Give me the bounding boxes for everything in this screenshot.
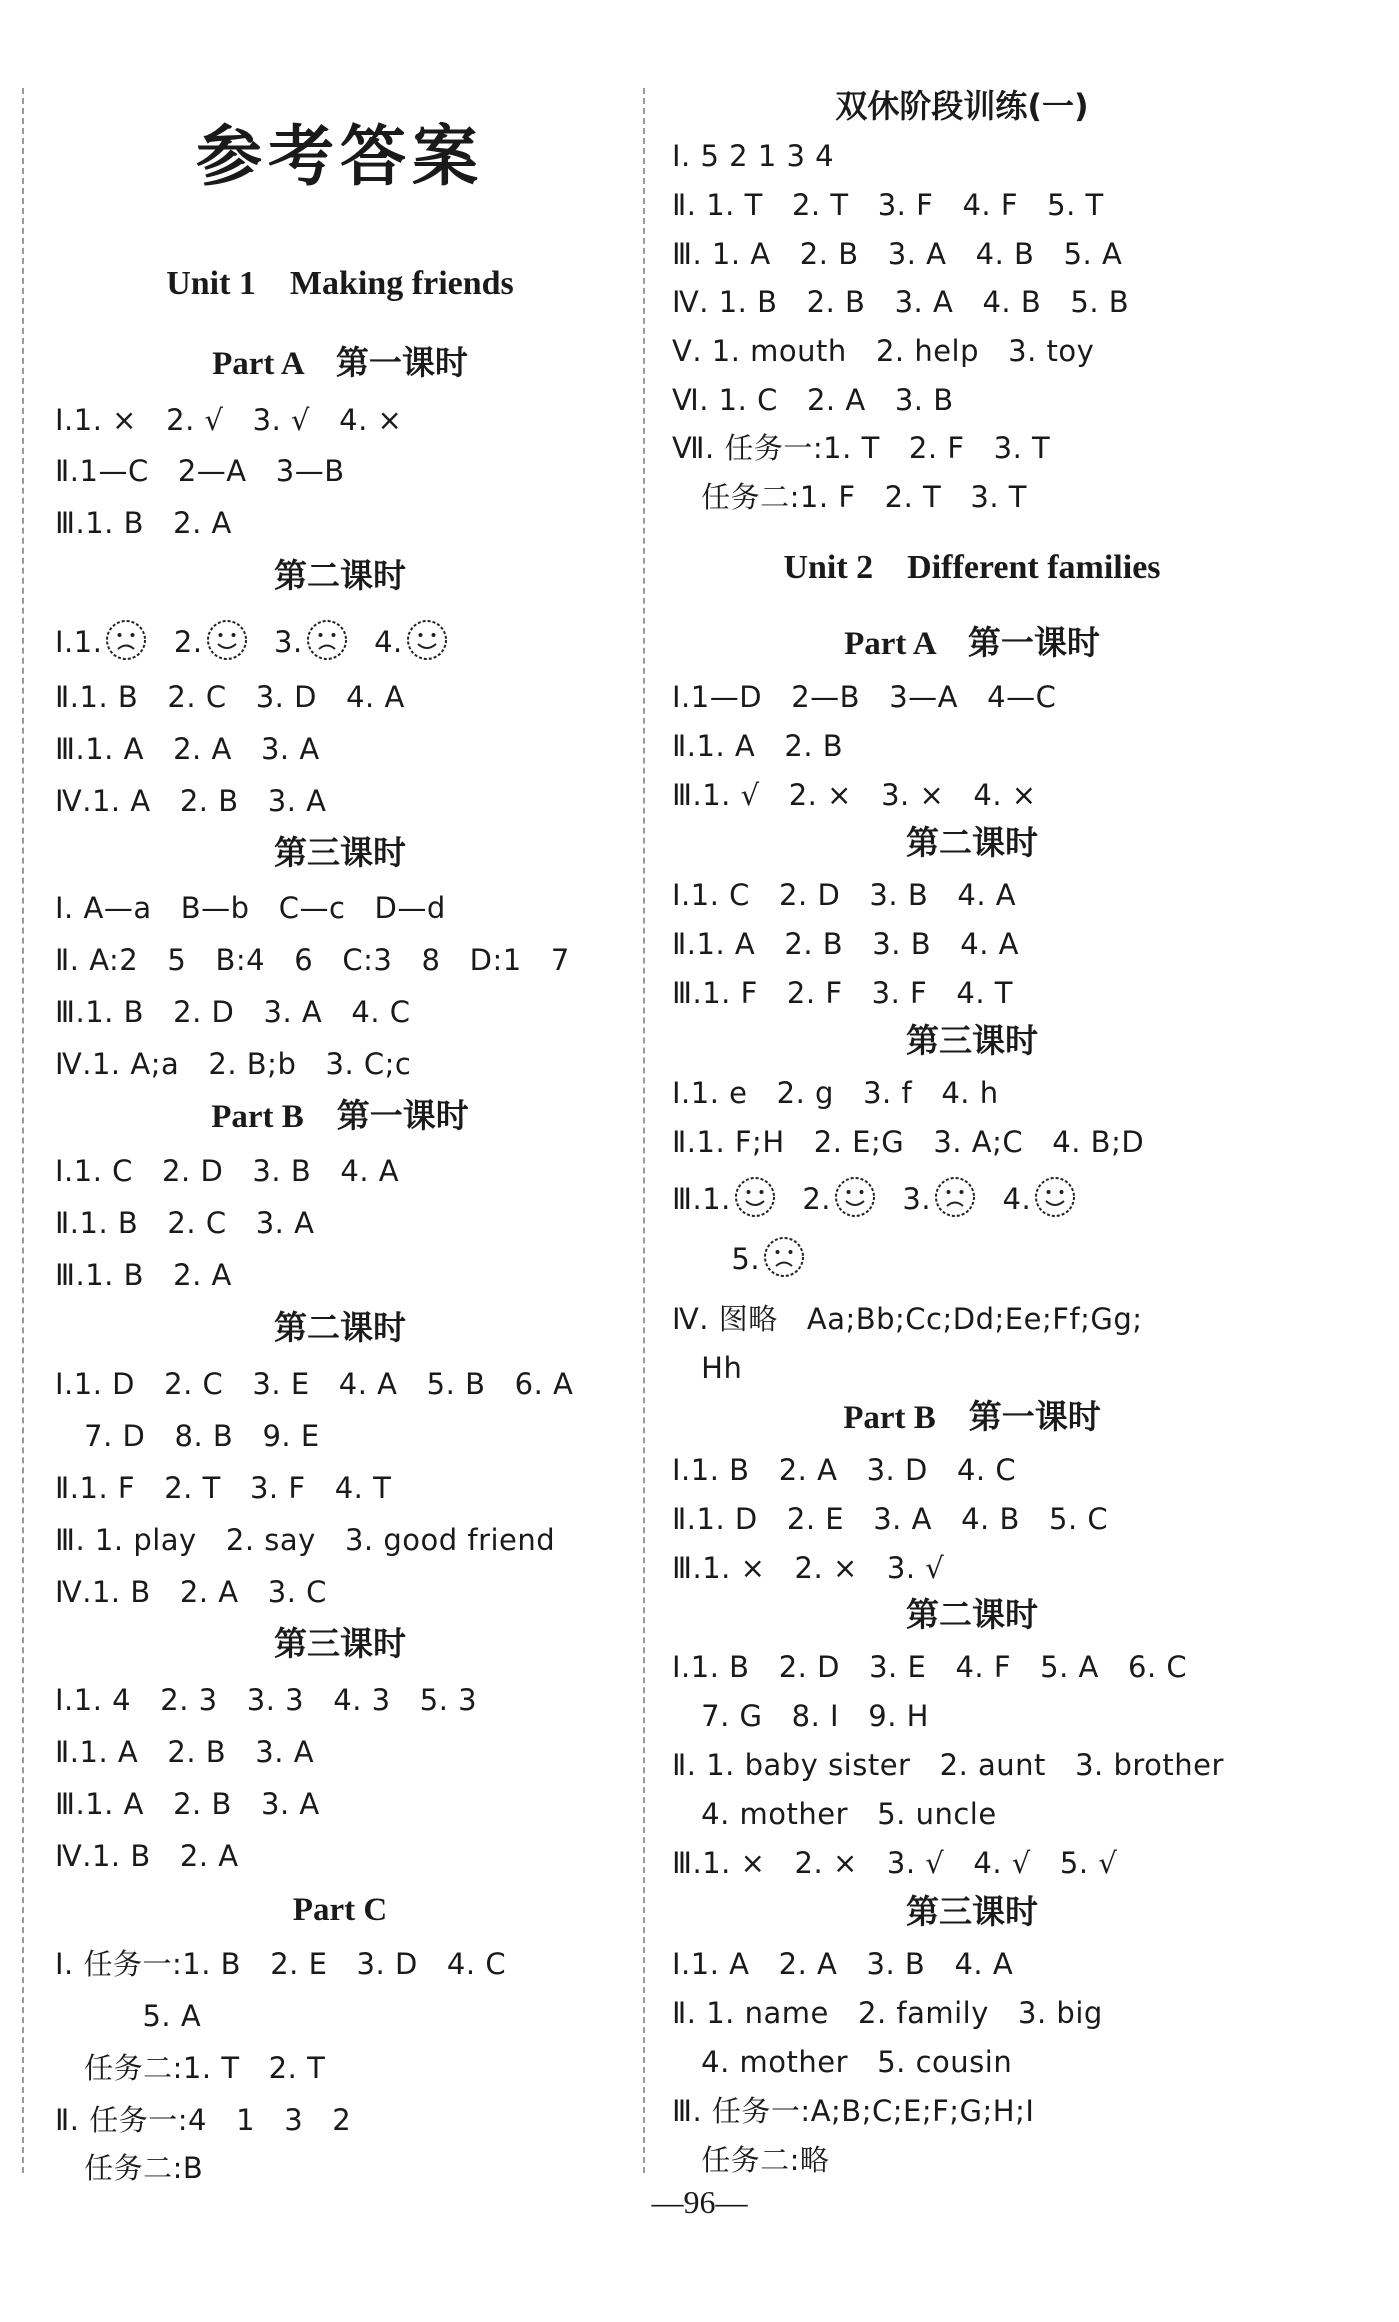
unit2-title: Unit 2 Different families xyxy=(783,549,1161,586)
unit1-partA-lesson1-heading: Part A 第一课时 xyxy=(212,346,468,382)
face-item-label: 4. xyxy=(354,625,403,659)
answer-line: Ⅱ.1. A 2. B xyxy=(672,729,844,763)
answer-line: Ⅲ. 任务一:A;B;C;E;F;G;H;I xyxy=(672,2094,1035,2128)
answer-line: 4. mother 5. uncle xyxy=(672,1797,997,1831)
answer-line: Ⅰ.1. D 2. C 3. E 4. A 5. B 6. A xyxy=(55,1367,574,1401)
answer-line: Ⅶ. 任务一:1. T 2. F 3. T xyxy=(672,431,1051,465)
answer-line: Ⅰ. A—a B—b C—c D—d xyxy=(55,891,446,925)
sad-face-icon xyxy=(305,618,349,672)
face-item-label: 2. xyxy=(782,1182,831,1216)
answer-line: Ⅱ.1. A 2. B 3. A xyxy=(55,1735,315,1769)
answer-line: 任务二:B xyxy=(55,2151,204,2185)
answer-line: 任务二:1. F 2. T 3. T xyxy=(672,480,1028,514)
answer-line: 任务二:1. T 2. T xyxy=(55,2051,326,2085)
answer-line: Ⅱ. 1. T 2. T 3. F 4. F 5. T xyxy=(672,188,1104,222)
answer-line: Ⅳ.1. A;a 2. B;b 3. C;c xyxy=(55,1047,412,1081)
answer-line: Ⅳ. 图略 Aa;Bb;Cc;Dd;Ee;Ff;Gg; xyxy=(672,1302,1143,1336)
answer-line: Ⅱ.1. D 2. E 3. A 4. B 5. C xyxy=(672,1502,1109,1536)
face-item-label: 3. xyxy=(254,625,303,659)
answer-line: Ⅱ. 1. baby sister 2. aunt 3. brother xyxy=(672,1748,1224,1782)
answer-line: Ⅰ.1. × 2. √ 3. √ 4. × xyxy=(55,403,403,437)
answer-line: Ⅱ.1. F;H 2. E;G 3. A;C 4. B;D xyxy=(672,1125,1145,1159)
answer-line: Ⅱ. 任务一:4 1 3 2 xyxy=(55,2103,352,2137)
unit2-partA-lesson1-heading: Part A 第一课时 xyxy=(844,626,1100,662)
unit1-title: Unit 1 Making friends xyxy=(166,265,514,302)
unit2-partB-lesson2-heading: 第二课时 xyxy=(906,1598,1038,1634)
unit2-partA-lesson2-heading: 第二课时 xyxy=(906,826,1038,862)
answer-line: Ⅲ.1. B 2. D 3. A 4. C xyxy=(55,995,411,1029)
answer-line: Ⅰ.1. 4 2. 3 3. 3 4. 3 5. 3 xyxy=(55,1683,478,1717)
answer-line: Ⅳ. 1. B 2. B 3. A 4. B 5. B xyxy=(672,285,1130,319)
answer-line: Ⅲ.1. A 2. A 3. A xyxy=(55,732,320,766)
answer-line: 7. D 8. B 9. E xyxy=(55,1419,320,1453)
answer-line: Ⅳ.1. B 2. A 3. C xyxy=(55,1575,327,1609)
face-item-label: 1. xyxy=(702,1182,731,1216)
answer-line: Ⅰ.1. A 2. A 3. B 4. A xyxy=(672,1947,1014,1981)
unit1-partA-lesson2-heading: 第二课时 xyxy=(274,559,406,595)
left-dashed-border xyxy=(22,88,24,2173)
item-prefix: Ⅲ. xyxy=(672,1182,703,1216)
answer-line: Ⅲ. 1. play 2. say 3. good friend xyxy=(55,1523,556,1557)
unit1-partC-heading: Part C xyxy=(292,1892,388,1928)
review-title: 双休阶段训练(一) xyxy=(835,87,1089,125)
answer-line: Ⅱ.1. B 2. C 3. D 4. A xyxy=(55,680,405,714)
answer-line: Ⅳ.1. B 2. A xyxy=(55,1839,239,1873)
answer-line: Ⅲ.1. B 2. A xyxy=(55,506,232,540)
happy-face-icon xyxy=(733,1175,777,1229)
face-answer-line xyxy=(55,618,455,672)
face-answer-line xyxy=(672,1175,1083,1229)
answer-line: Ⅰ.1. C 2. D 3. B 4. A xyxy=(672,878,1017,912)
unit1-partB-lesson3-heading: 第三课时 xyxy=(274,1627,406,1663)
answer-line: Ⅲ.1. B 2. A xyxy=(55,1258,232,1292)
answer-line: Ⅰ.1. C 2. D 3. B 4. A xyxy=(55,1154,400,1188)
answer-line: Ⅲ. 1. A 2. B 3. A 4. B 5. A xyxy=(672,237,1123,271)
answer-line: 7. G 8. I 9. H xyxy=(672,1699,929,1733)
page-number: —96— xyxy=(651,2184,748,2220)
answer-line: Ⅱ. A:2 5 B:4 6 C:3 8 D:1 7 xyxy=(55,943,570,977)
answer-line: Ⅲ.1. √ 2. × 3. × 4. × xyxy=(672,778,1037,812)
unit2-partB-lesson3-heading: 第三课时 xyxy=(906,1895,1038,1931)
answer-line: Ⅱ. 1. name 2. family 3. big xyxy=(672,1996,1103,2030)
answer-line: 任务二:略 xyxy=(672,2143,830,2177)
unit2-partB-lesson1-heading: Part B 第一课时 xyxy=(843,1400,1101,1436)
sad-face-icon xyxy=(933,1175,977,1229)
face-answer-line xyxy=(712,1235,812,1289)
answer-line: Ⅲ.1. × 2. × 3. √ xyxy=(672,1551,945,1585)
answer-line: Ⅰ.1. B 2. D 3. E 4. F 5. A 6. C xyxy=(672,1650,1188,1684)
answer-line: Ⅰ.1. B 2. A 3. D 4. C xyxy=(672,1453,1017,1487)
unit1-partB-lesson1-heading: Part B 第一课时 xyxy=(211,1099,469,1135)
face-item-label: 5. xyxy=(712,1242,761,1276)
answer-line: Ⅱ.1. B 2. C 3. A xyxy=(55,1206,315,1240)
answer-line: Ⅰ. 5 2 1 3 4 xyxy=(672,139,835,173)
page-title: 参考答案 xyxy=(196,117,484,195)
answer-line: Ⅳ.1. A 2. B 3. A xyxy=(55,784,327,818)
sad-face-icon xyxy=(762,1235,806,1289)
item-prefix: Ⅰ.1. xyxy=(55,625,103,659)
answer-line: Ⅰ.1. e 2. g 3. f 4. h xyxy=(672,1076,999,1110)
answer-line: Ⅱ.1. F 2. T 3. F 4. T xyxy=(55,1471,392,1505)
answer-line: Ⅰ.1—D 2—B 3—A 4—C xyxy=(672,680,1057,714)
happy-face-icon xyxy=(1033,1175,1077,1229)
face-item-label: 4. xyxy=(983,1182,1032,1216)
answer-line: 4. mother 5. cousin xyxy=(672,2045,1013,2079)
answer-line: Hh xyxy=(672,1351,743,1385)
answer-line: Ⅱ.1—C 2—A 3—B xyxy=(55,454,345,488)
answer-line: Ⅴ. 1. mouth 2. help 3. toy xyxy=(672,334,1095,368)
unit1-partB-lesson2-heading: 第二课时 xyxy=(274,1311,406,1347)
happy-face-icon xyxy=(205,618,249,672)
answer-line: Ⅲ.1. × 2. × 3. √ 4. √ 5. √ xyxy=(672,1846,1118,1880)
happy-face-icon xyxy=(405,618,449,672)
column-divider xyxy=(643,88,645,2173)
answer-line: 5. A xyxy=(55,1999,202,2033)
face-item-label: 2. xyxy=(154,625,203,659)
answer-line: Ⅰ. 任务一:1. B 2. E 3. D 4. C xyxy=(55,1947,507,1981)
answer-line: Ⅵ. 1. C 2. A 3. B xyxy=(672,383,954,417)
sad-face-icon xyxy=(104,618,148,672)
happy-face-icon xyxy=(833,1175,877,1229)
unit1-partA-lesson3-heading: 第三课时 xyxy=(274,836,406,872)
face-item-label: 3. xyxy=(883,1182,932,1216)
answer-line: Ⅲ.1. F 2. F 3. F 4. T xyxy=(672,976,1013,1010)
unit2-partA-lesson3-heading: 第三课时 xyxy=(906,1024,1038,1060)
answer-line: Ⅲ.1. A 2. B 3. A xyxy=(55,1787,320,1821)
answer-line: Ⅱ.1. A 2. B 3. B 4. A xyxy=(672,927,1019,961)
